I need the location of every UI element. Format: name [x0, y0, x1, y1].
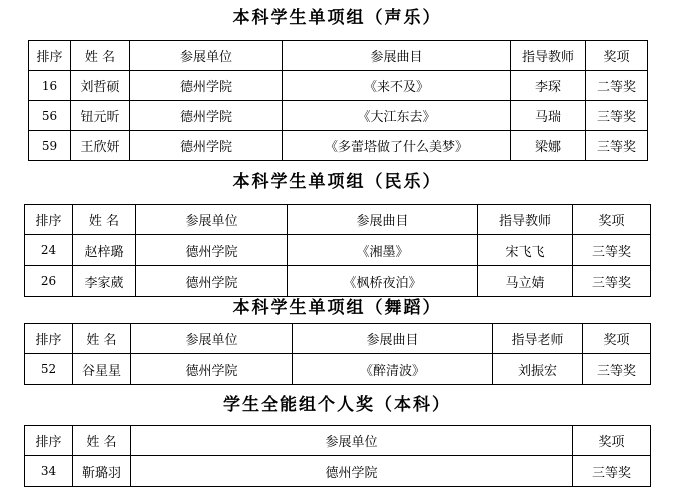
header-award: 奖项 [573, 426, 651, 456]
cell-name: 李家葳 [73, 266, 136, 297]
header-work: 参展曲目 [283, 41, 511, 71]
cell-index: 26 [25, 266, 73, 297]
cell-unit: 德州学院 [130, 71, 283, 101]
cell-index: 34 [25, 456, 73, 487]
section-title-vocal: 本科学生单项组（声乐） [232, 8, 442, 28]
cell-award: 三等奖 [586, 131, 648, 161]
table-header-row [29, 41, 648, 71]
cell-index: 52 [25, 354, 73, 385]
header-unit: 参展单位 [130, 41, 283, 71]
table-row [29, 71, 648, 101]
cell-teacher: 马立婧 [478, 266, 573, 297]
cell-work: 《湘墨》 [288, 235, 478, 266]
cell-index: 56 [29, 101, 71, 131]
dance-award-table [24, 323, 651, 385]
header-name: 姓 名 [71, 41, 130, 71]
table-header-row [25, 205, 651, 235]
cell-work: 《枫桥夜泊》 [288, 266, 478, 297]
cell-unit: 德州学院 [130, 131, 283, 161]
section-title-all-round: 学生全能组个人奖（本科） [223, 395, 451, 415]
header-name: 姓 名 [73, 426, 131, 456]
header-name: 姓 名 [73, 205, 136, 235]
cell-work: 《大江东去》 [283, 101, 511, 131]
cell-name: 赵梓璐 [73, 235, 136, 266]
header-award: 奖项 [583, 324, 651, 354]
cell-teacher: 李琛 [511, 71, 586, 101]
cell-award: 三等奖 [586, 101, 648, 131]
cell-index: 59 [29, 131, 71, 161]
cell-unit: 德州学院 [131, 456, 573, 487]
header-award: 奖项 [573, 205, 651, 235]
all-round-award-table [24, 425, 651, 487]
table-row [25, 456, 651, 487]
folk-music-award-table [24, 204, 651, 297]
section-title-dance: 本科学生单项组（舞蹈） [232, 298, 442, 318]
cell-name: 靳璐羽 [73, 456, 131, 487]
cell-work: 《醉清波》 [293, 354, 493, 385]
table-row [25, 354, 651, 385]
header-index: 排序 [25, 426, 73, 456]
cell-award: 三等奖 [573, 266, 651, 297]
cell-unit: 德州学院 [130, 101, 283, 131]
table-row [25, 235, 651, 266]
cell-name: 王欣妍 [71, 131, 130, 161]
header-index: 排序 [25, 324, 73, 354]
cell-work: 《多蕾塔做了什么美梦》 [283, 131, 511, 161]
table-row [29, 101, 648, 131]
vocal-award-table [28, 40, 648, 161]
header-unit: 参展单位 [131, 426, 573, 456]
cell-award: 三等奖 [573, 235, 651, 266]
cell-work: 《来不及》 [283, 71, 511, 101]
cell-unit: 德州学院 [136, 266, 288, 297]
cell-name: 刘哲硕 [71, 71, 130, 101]
cell-unit: 德州学院 [131, 354, 293, 385]
header-name: 姓 名 [73, 324, 131, 354]
table-header-row [25, 324, 651, 354]
header-work: 参展曲目 [288, 205, 478, 235]
cell-teacher: 马瑞 [511, 101, 586, 131]
cell-teacher: 刘振宏 [493, 354, 583, 385]
table-header-row [25, 426, 651, 456]
table-row [25, 266, 651, 297]
header-teacher: 指导老师 [493, 324, 583, 354]
cell-teacher: 梁娜 [511, 131, 586, 161]
cell-award: 二等奖 [586, 71, 648, 101]
header-teacher: 指导教师 [478, 205, 573, 235]
header-index: 排序 [29, 41, 71, 71]
header-index: 排序 [25, 205, 73, 235]
header-unit: 参展单位 [136, 205, 288, 235]
cell-teacher: 宋飞飞 [478, 235, 573, 266]
cell-award: 三等奖 [583, 354, 651, 385]
cell-index: 16 [29, 71, 71, 101]
header-unit: 参展单位 [131, 324, 293, 354]
cell-unit: 德州学院 [136, 235, 288, 266]
section-title-folk-music: 本科学生单项组（民乐） [232, 172, 442, 192]
header-teacher: 指导教师 [511, 41, 586, 71]
cell-award: 三等奖 [573, 456, 651, 487]
cell-name: 钮元昕 [71, 101, 130, 131]
cell-index: 24 [25, 235, 73, 266]
table-row [29, 131, 648, 161]
header-work: 参展曲目 [293, 324, 493, 354]
header-award: 奖项 [586, 41, 648, 71]
cell-name: 谷星星 [73, 354, 131, 385]
